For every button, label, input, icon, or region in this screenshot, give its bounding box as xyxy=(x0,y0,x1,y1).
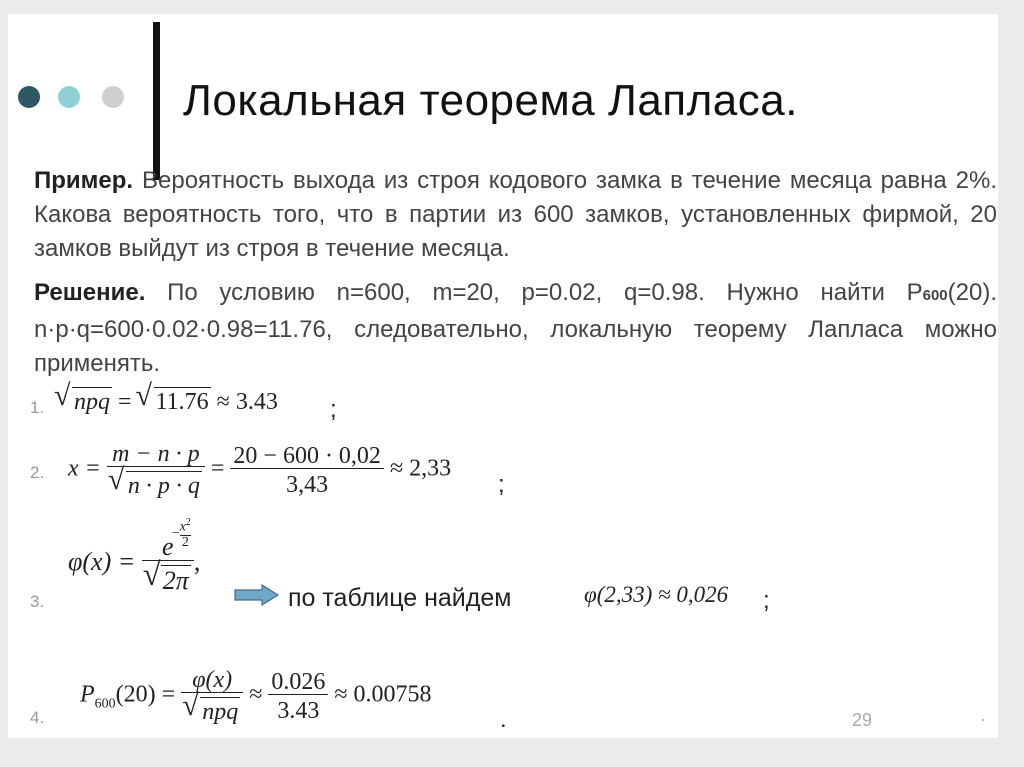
step-number-3: 3. xyxy=(30,592,45,611)
decor-dot-dark xyxy=(18,86,40,108)
solution-paragraph xyxy=(34,276,997,381)
step3-semicolon: ; xyxy=(763,587,770,614)
solution-text-2: (20). n·p·q=600·0.02·0.98=11.76, следовательно, локальную теорему Лапласа можно применять. xyxy=(34,279,997,377)
step-number-1: 1. xyxy=(30,398,45,417)
solution-text: По условию n=600, m=20, p=0.02, q=0.98. Нужно найти P xyxy=(145,279,923,306)
decor-dot-gray xyxy=(102,86,124,108)
title-divider xyxy=(153,22,160,180)
example-text: Вероятность выхода из строя кодового замка в течение месяца равна 2%. Какова вероятность того, что в партии из 600 замков, установленных фирмой, 20 замков выйдут из строя в течение месяца. xyxy=(34,167,997,262)
table-lookup-text: по таблице найдем xyxy=(288,584,512,612)
example-label: Пример. xyxy=(34,167,134,194)
step1-semicolon: ; xyxy=(330,396,337,423)
solution-label: Решение. xyxy=(34,279,146,306)
corner-mark: · xyxy=(980,709,986,729)
step2-semicolon: ; xyxy=(498,471,505,498)
formula-step3-result: φ(2,33) ≈ 0,026 xyxy=(584,582,729,607)
arrow-right-icon xyxy=(234,584,280,606)
step4-dot: . xyxy=(500,706,507,733)
solution-subscript: 600 xyxy=(922,287,948,304)
slide xyxy=(8,14,998,738)
slide-title: Локальная теорема Лапласа. xyxy=(183,76,798,125)
formula-step2: x = m − n · p √ n · p · q = $\frac{20 - 600 \cdot 0,02}{3,43}$ ≈ 2,33 xyxy=(68,441,452,499)
step-number-4: 4. xyxy=(30,708,45,727)
formula-step3: φ(x) = e − $\frac{x^2}{2}$ √ 2π , xyxy=(68,517,201,595)
formula-step1: √ npq = √ 11.76 ≈ 3.43 xyxy=(54,379,278,415)
decor-dot-teal xyxy=(58,86,80,108)
step-number-2: 2. xyxy=(30,463,45,482)
page-number: 29 xyxy=(852,710,873,730)
example-paragraph xyxy=(34,164,997,266)
formula-step4: $P_{600}(20)$ = φ(x) √ npq ≈ $\frac{0.026}{3.43}$ ≈ 0.00758 xyxy=(80,667,432,725)
